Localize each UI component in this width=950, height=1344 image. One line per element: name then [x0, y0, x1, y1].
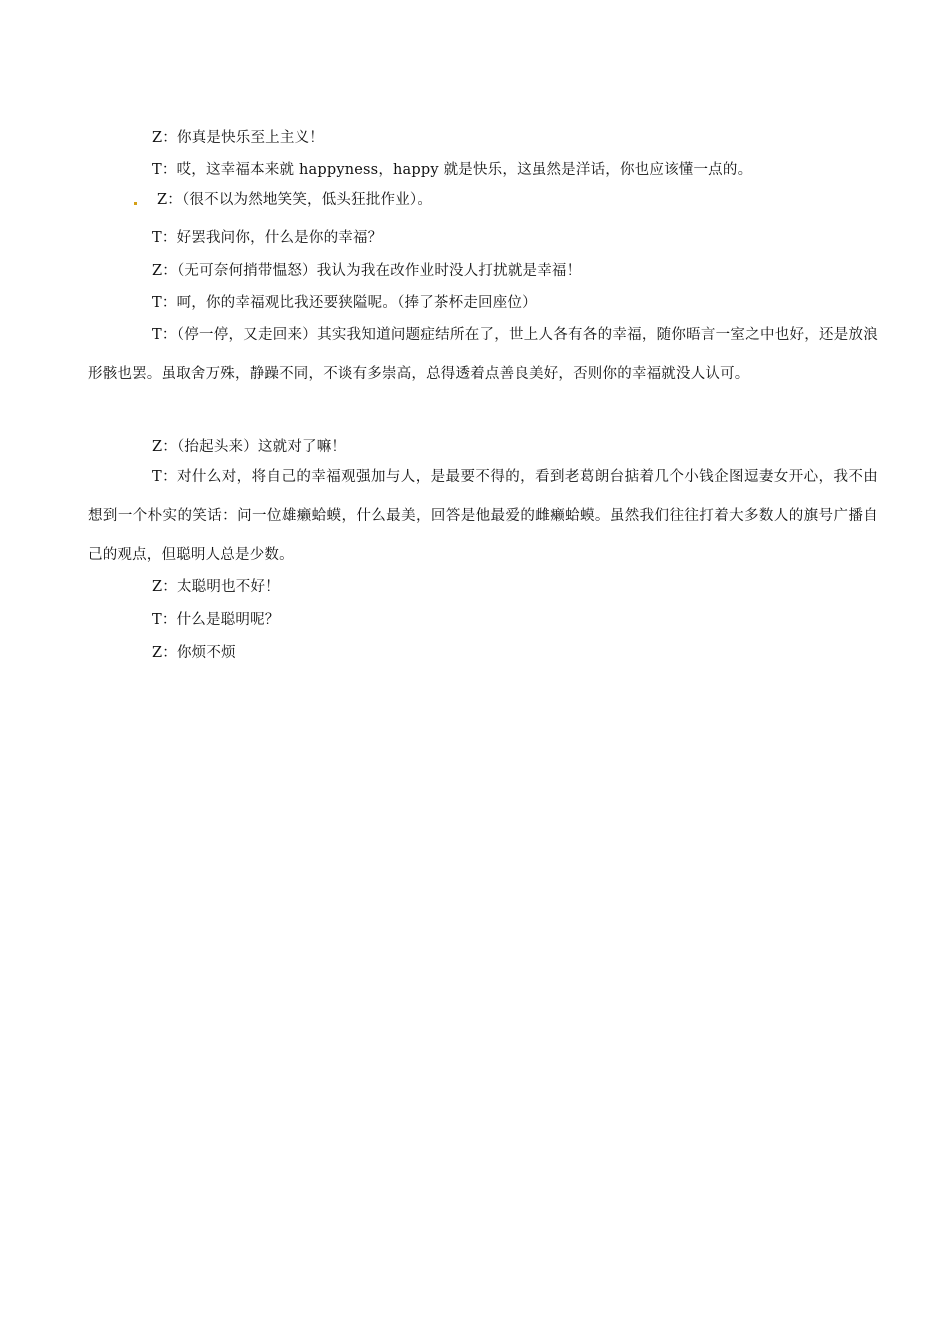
dialogue-line-8: Z：太聪明也不好！: [152, 579, 280, 595]
dialogue-paragraph-1: T：（停一停，又走回来）其实我知道问题症结所在了，世上人各有各的幸福，随你晤言一室之中也好，还是放浪形骸也罢。虽取舍万殊，静躁不同，不谈有多崇高，总得透着点善良美好，否则你的幸福就没人认可。: [88, 327, 878, 382]
dialogue-line-4: T：好罢我问你，什么是你的幸福？: [152, 230, 383, 246]
dialogue-paragraph-2: T：对什么对，将自己的幸福观强加与人，是最要不得的，看到老葛朗台掂着几个小钱企图逗妻女开心，我不由想到一个朴实的笑话：问一位雄癞蛤蟆，什么最美，回答是他最爱的雌癞蛤蟆。虽然我们往往打着大多数人的旗号广播自己的观点，但聪明人总是少数。: [88, 469, 878, 563]
margin-mark: [134, 202, 137, 205]
dialogue-line-5: Z：（无可奈何捎带愠怒）我认为我在改作业时没人打扰就是幸福！: [152, 263, 582, 279]
dialogue-line-1: Z：你真是快乐至上主义！: [152, 130, 324, 146]
dialogue-line-2: T：哎，这幸福本来就 happyness，happy 就是快乐，这虽然是洋话，你也应该懂一点的。: [152, 162, 753, 178]
dialogue-line-6: T：呵，你的幸福观比我还要狭隘呢。（捧了茶杯走回座位）: [152, 295, 537, 311]
dialogue-line-9: T：什么是聪明呢？: [152, 612, 280, 628]
dialogue-line-7: Z：（抬起头来）这就对了嘛！: [152, 439, 347, 455]
dialogue-line-3: Z：（很不以为然地笑笑，低头狂批作业）。: [157, 192, 433, 208]
dialogue-line-10: Z：你烦不烦: [152, 645, 236, 661]
